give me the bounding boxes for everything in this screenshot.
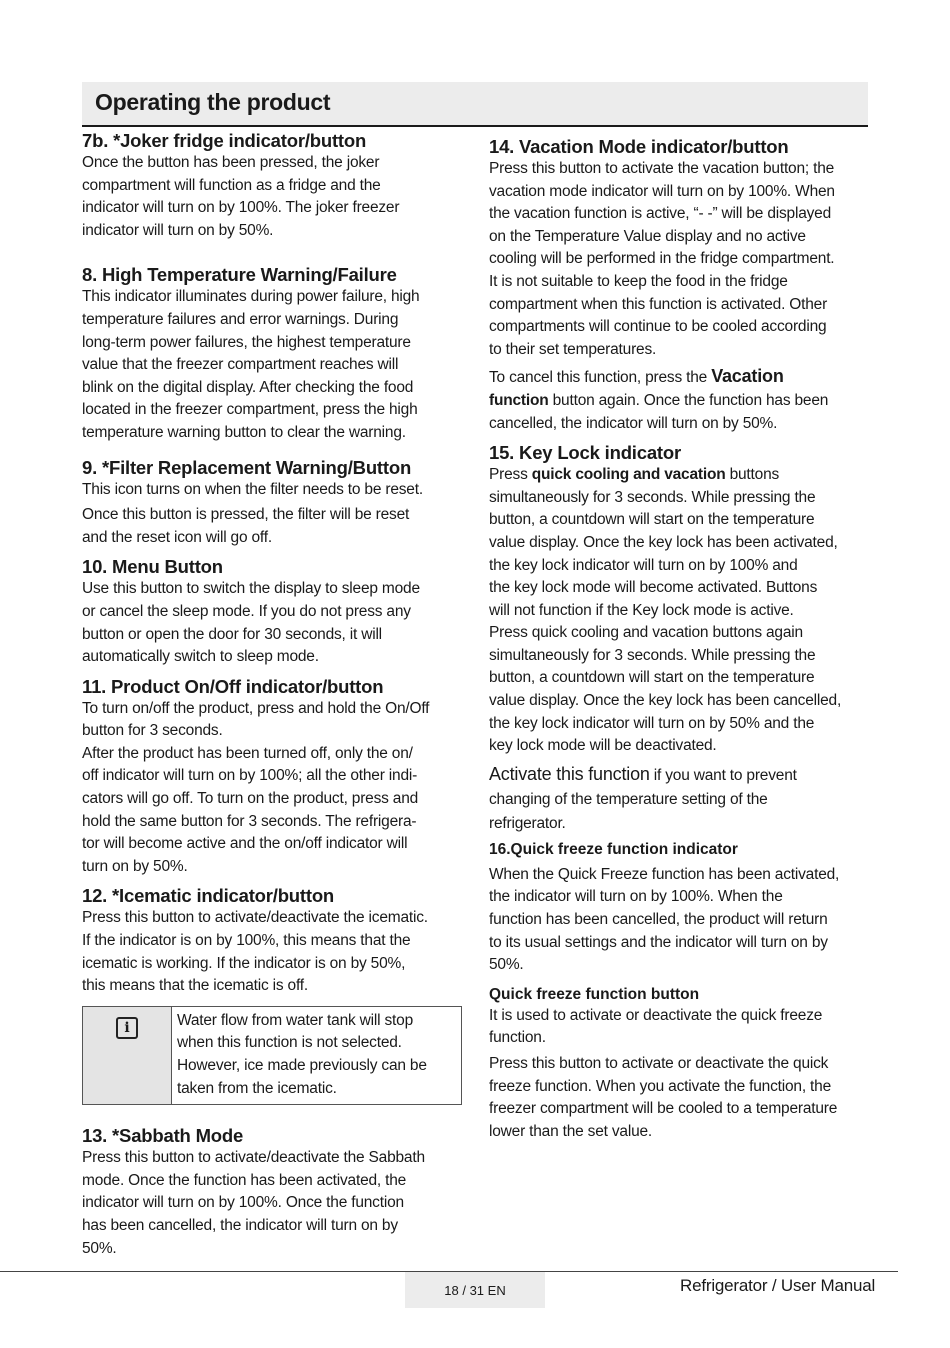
vacation-cancel-post: button again. Once the function has been cancelled, the indicator will turn on by 50%. bbox=[489, 391, 829, 432]
key-lock-activate-big: Activate this function bbox=[489, 763, 650, 784]
heading-joker-fridge: 7b. *Joker fridge indicator/button bbox=[82, 130, 367, 151]
heading-quick-freeze-button: Quick freeze function button bbox=[489, 985, 700, 1003]
section-on-off bbox=[82, 676, 467, 879]
text-quick-freeze-button-2: Press this button to activate or deactivate the quick freeze function. When you activate the function, the freezer compartment will be cooled to a temperature lower than the set value. bbox=[489, 1055, 838, 1140]
text-joker-fridge: Once the button has been pressed, the joker compartment will function as a fridge and the indicator will turn on by 100%. The joker freezer indicator will turn on by 50%. bbox=[82, 154, 400, 239]
heading-sabbath: 13. *Sabbath Mode bbox=[82, 1125, 244, 1147]
text-sabbath: Press this button to activate/deactivate the Sabbath mode. Once the function has been activated, the indicator will turn on by 100%. Once the function has been cancelled, the indicator will turn on by 50%. bbox=[82, 1149, 425, 1257]
text-filter-2: Once this button is pressed, the filter will be reset and the reset icon will go off. bbox=[82, 506, 410, 546]
vacation-cancel-pre: To cancel this function, press the bbox=[489, 369, 712, 387]
section-quick-freeze-button bbox=[489, 985, 874, 1144]
page-title: Operating the product bbox=[95, 89, 331, 115]
heading-icematic: 12. *Icematic indicator/button bbox=[82, 885, 335, 907]
section-sabbath bbox=[82, 1125, 467, 1260]
text-vacation-cancel bbox=[489, 365, 874, 435]
left-column bbox=[82, 130, 467, 1260]
heading-high-temp: 8. High Temperature Warning/Failure bbox=[82, 264, 397, 286]
key-lock-body: buttons simultaneously for 3 seconds. While pressing the button, a countdown will start on the temperature value display. Once the key lock has been activated, the key lock indicator will turn on by 100% and the key lock mode will become activated. Buttons will not function if the Key lock mode is active. Press quick cooling and vacation buttons again simultaneously for 3 seconds. While pressing the button, a countdown will start on the temperature value display. Once the key lock has been cancelled, the key lock indicator will turn on by 50% and the key lock mode will be deactivated. bbox=[489, 466, 842, 755]
text-icematic: Press this button to activate/deactivate the icematic. If the indicator is on by 100%, this means that the icematic is working. If the indicator is on by 50%, this means that the icematic is off. bbox=[82, 909, 428, 995]
heading-menu: 10. Menu Button bbox=[82, 556, 223, 578]
heading-vacation: 14. Vacation Mode indicator/button bbox=[489, 136, 789, 157]
text-menu: Use this button to switch the display to sleep mode or cancel the sleep mode. If you do not press any button or open the door for 30 seconds, it will automatically switch to sleep mode. bbox=[82, 580, 420, 666]
vacation-cancel-bold-1: Vacation bbox=[711, 366, 784, 387]
section-icematic bbox=[82, 885, 467, 997]
note-icon-cell bbox=[83, 1007, 172, 1104]
heading-quick-freeze-indicator: 16.Quick freeze function indicator bbox=[489, 840, 738, 858]
text-quick-freeze-indicator: When the Quick Freeze function has been activated, the indicator will turn on by 100%. When the function has been cancelled, the product will return to its usual settings and the indicator will turn on by 50%. bbox=[489, 865, 840, 974]
heading-filter: 9. *Filter Replacement Warning/Button bbox=[82, 456, 412, 478]
key-lock-press: Press bbox=[489, 466, 532, 484]
heading-on-off: 11. Product On/Off indicator/button bbox=[82, 675, 384, 697]
section-header bbox=[82, 82, 868, 127]
key-lock-activate-rest: if you want to prevent changing of the temperature setting of the refrigerator. bbox=[489, 766, 797, 832]
section-key-lock bbox=[489, 442, 874, 836]
info-icon: i bbox=[116, 1017, 138, 1039]
section-filter bbox=[82, 457, 467, 550]
text-quick-freeze-button-1: It is used to activate or deactivate the quick freeze function. bbox=[489, 1006, 823, 1047]
page-number: 18 / 31 EN bbox=[405, 1272, 545, 1308]
right-column bbox=[489, 136, 874, 1143]
text-key-lock bbox=[489, 464, 874, 758]
vacation-cancel-bold-2: function bbox=[489, 391, 549, 409]
section-quick-freeze-indicator bbox=[489, 840, 874, 977]
note-text-cell bbox=[172, 1007, 461, 1104]
key-lock-press-bold: quick cooling and vacation bbox=[531, 466, 726, 484]
heading-key-lock: 15. Key Lock indicator bbox=[489, 442, 681, 464]
footer-title: Refrigerator / User Manual bbox=[680, 1276, 876, 1295]
text-vacation: Press this button to activate the vacation button; the vacation mode indicator will turn on by 100%. When the vacation function is active, “- -” will be displayed on the Temperature Value display and no active cooling will be performed in the fridge compartment. It is not suitable to keep the food in the fridge compartment when this function is activated. Other compartments will continue to be cooled according to their set temperatures. bbox=[489, 160, 835, 358]
section-menu bbox=[82, 556, 467, 668]
text-key-lock-activate bbox=[489, 762, 874, 836]
info-note bbox=[82, 1006, 462, 1105]
note-text: Water flow from water tank will stop when this function is not selected. However, ice made previously can be taken from the icematic. bbox=[177, 1011, 427, 1097]
text-on-off-1: To turn on/off the product, press and hold the On/Off button for 3 seconds. bbox=[82, 699, 430, 740]
section-high-temp bbox=[82, 264, 467, 444]
section-joker-fridge bbox=[82, 130, 467, 242]
text-on-off-2: After the product has been turned off, only the on/ off indicator will turn on by 100%; all the other indi- cators will go off. To turn on the product, press and hold the same button for 3 seconds. The refrigera- tor will become active and the on/off indicator will turn on by 50%. bbox=[82, 744, 419, 875]
text-high-temp: This indicator illuminates during power failure, high temperature failures and error warnings. During long-term power failures, the highest temperature value that the freezer compartment reaches will blink on the digital display. After checking the food located in the freezer compartment, press the high temperature warning button to clear the warning. bbox=[82, 288, 420, 441]
text-filter-1: This icon turns on when the filter needs to be reset. bbox=[82, 480, 423, 498]
section-vacation bbox=[489, 136, 874, 435]
